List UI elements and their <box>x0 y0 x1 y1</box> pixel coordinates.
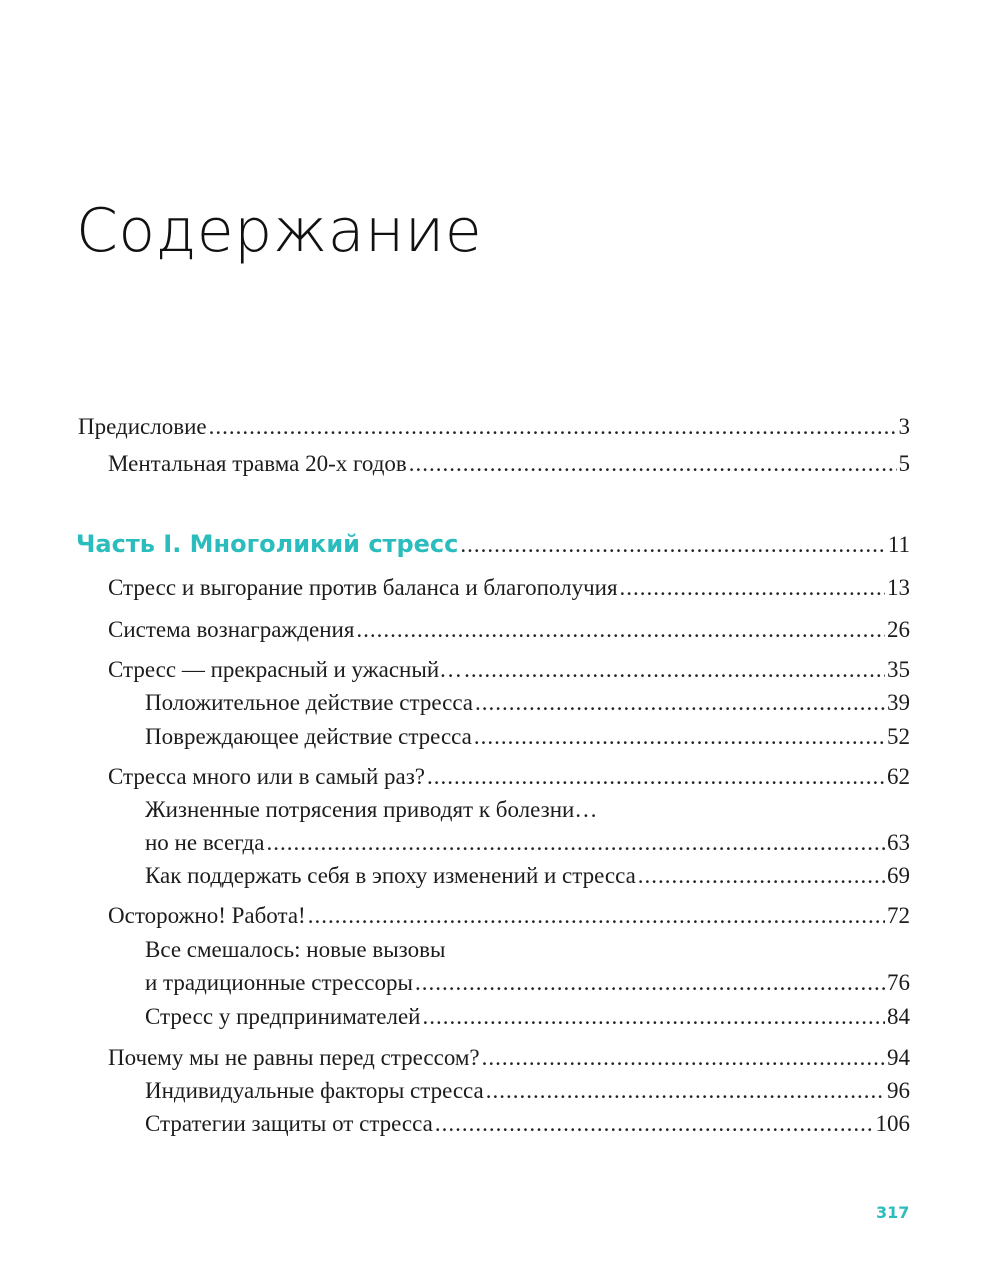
toc-entry[interactable] <box>108 1045 910 1071</box>
toc-entry-page: 62 <box>887 764 910 789</box>
toc-entry-label: Стресс у предпринимателей <box>145 1004 421 1029</box>
toc-entry-preface[interactable] <box>78 414 910 440</box>
toc-entry-label: Повреждающее действие стресса <box>145 724 472 749</box>
toc-entry[interactable] <box>108 903 910 929</box>
toc-entry-page: 94 <box>887 1045 910 1070</box>
toc-entry[interactable] <box>145 690 910 716</box>
toc-part-heading[interactable] <box>76 530 910 558</box>
toc-entry-label: Жизненные потрясения приводят к болезни… <box>145 797 598 822</box>
toc-entry-page: 5 <box>898 451 910 476</box>
dot-leader <box>356 617 885 643</box>
toc-entry-label: Как поддержать себя в эпоху изменений и стресса <box>145 863 636 888</box>
toc-entry-page: 84 <box>887 1004 910 1029</box>
dot-leader <box>464 657 885 683</box>
dot-leader <box>415 970 885 996</box>
toc-entry-line1[interactable] <box>145 797 910 823</box>
dot-leader <box>435 1111 874 1137</box>
toc-entry-page: 63 <box>887 830 910 855</box>
dot-leader <box>427 764 885 790</box>
toc-entry-page: 96 <box>887 1078 910 1103</box>
page-title: Содержание <box>76 196 483 266</box>
toc-entry[interactable] <box>108 617 910 643</box>
toc-entry[interactable] <box>108 451 910 477</box>
toc-entry-page: 13 <box>887 575 910 600</box>
toc-entry-label: и традиционные стрессоры <box>145 970 413 995</box>
toc-entry-label: Ментальная травма 20-х годов <box>108 451 407 476</box>
dot-leader <box>460 532 885 558</box>
dot-leader <box>620 575 885 601</box>
dot-leader <box>482 1045 885 1071</box>
toc-entry-label: Осторожно! Работа! <box>108 903 306 928</box>
toc-entry-label: Почему мы не равны перед стрессом? <box>108 1045 480 1070</box>
toc-entry[interactable] <box>145 830 910 856</box>
toc-entry-line1[interactable] <box>145 937 910 963</box>
dot-leader <box>422 1004 885 1030</box>
dot-leader <box>308 903 885 929</box>
toc-entry-label: Предисловие <box>78 414 207 439</box>
dot-leader <box>475 690 885 716</box>
toc-entry-label: Система вознаграждения <box>108 617 355 642</box>
toc-entry-label: Положительное действие стресса <box>145 690 474 715</box>
toc-entry-page: 72 <box>887 903 910 928</box>
toc-entry[interactable] <box>145 1078 910 1104</box>
dot-leader <box>638 863 885 889</box>
toc-entry[interactable] <box>145 970 910 996</box>
toc-entry-label: Все смешалось: новые вызовы <box>145 937 446 962</box>
toc-entry[interactable] <box>108 764 910 790</box>
toc-entry-page: 69 <box>887 863 910 888</box>
dot-leader <box>474 724 885 750</box>
dot-leader <box>409 451 897 477</box>
toc-entry-label: Стресс и выгорание против баланса и благополучия <box>108 575 618 600</box>
dot-leader <box>486 1078 885 1104</box>
toc-entry[interactable] <box>145 1111 910 1137</box>
toc-entry-label: но не всегда <box>145 830 265 855</box>
toc-entry-page: 106 <box>875 1111 910 1136</box>
toc-entry-page: 3 <box>898 414 910 439</box>
toc-entry[interactable] <box>145 863 910 889</box>
toc-entry[interactable] <box>145 1004 910 1030</box>
toc-entry-page: 26 <box>887 617 910 642</box>
toc-entry[interactable] <box>145 724 910 750</box>
dot-leader <box>266 830 885 856</box>
toc-entry-label: Индивидуальные факторы стресса <box>145 1078 484 1103</box>
toc-entry-page: 35 <box>887 657 910 682</box>
page-number: 317 <box>876 1203 910 1222</box>
toc-entry[interactable] <box>108 575 910 601</box>
toc-entry-label: Стресс — прекрасный и ужасный… <box>108 657 463 682</box>
toc-entry-page: 52 <box>887 724 910 749</box>
toc-entry-page: 11 <box>887 532 910 557</box>
toc-entry[interactable] <box>108 657 910 683</box>
toc-entry-page: 76 <box>887 970 910 995</box>
toc-entry-label: Стресса много или в самый раз? <box>108 764 426 789</box>
dot-leader <box>209 414 897 440</box>
toc-part-label: Часть I. Многоликий стресс <box>76 530 459 558</box>
toc-entry-label: Стратегии защиты от стресса <box>145 1111 433 1136</box>
toc-entry-page: 39 <box>887 690 910 715</box>
